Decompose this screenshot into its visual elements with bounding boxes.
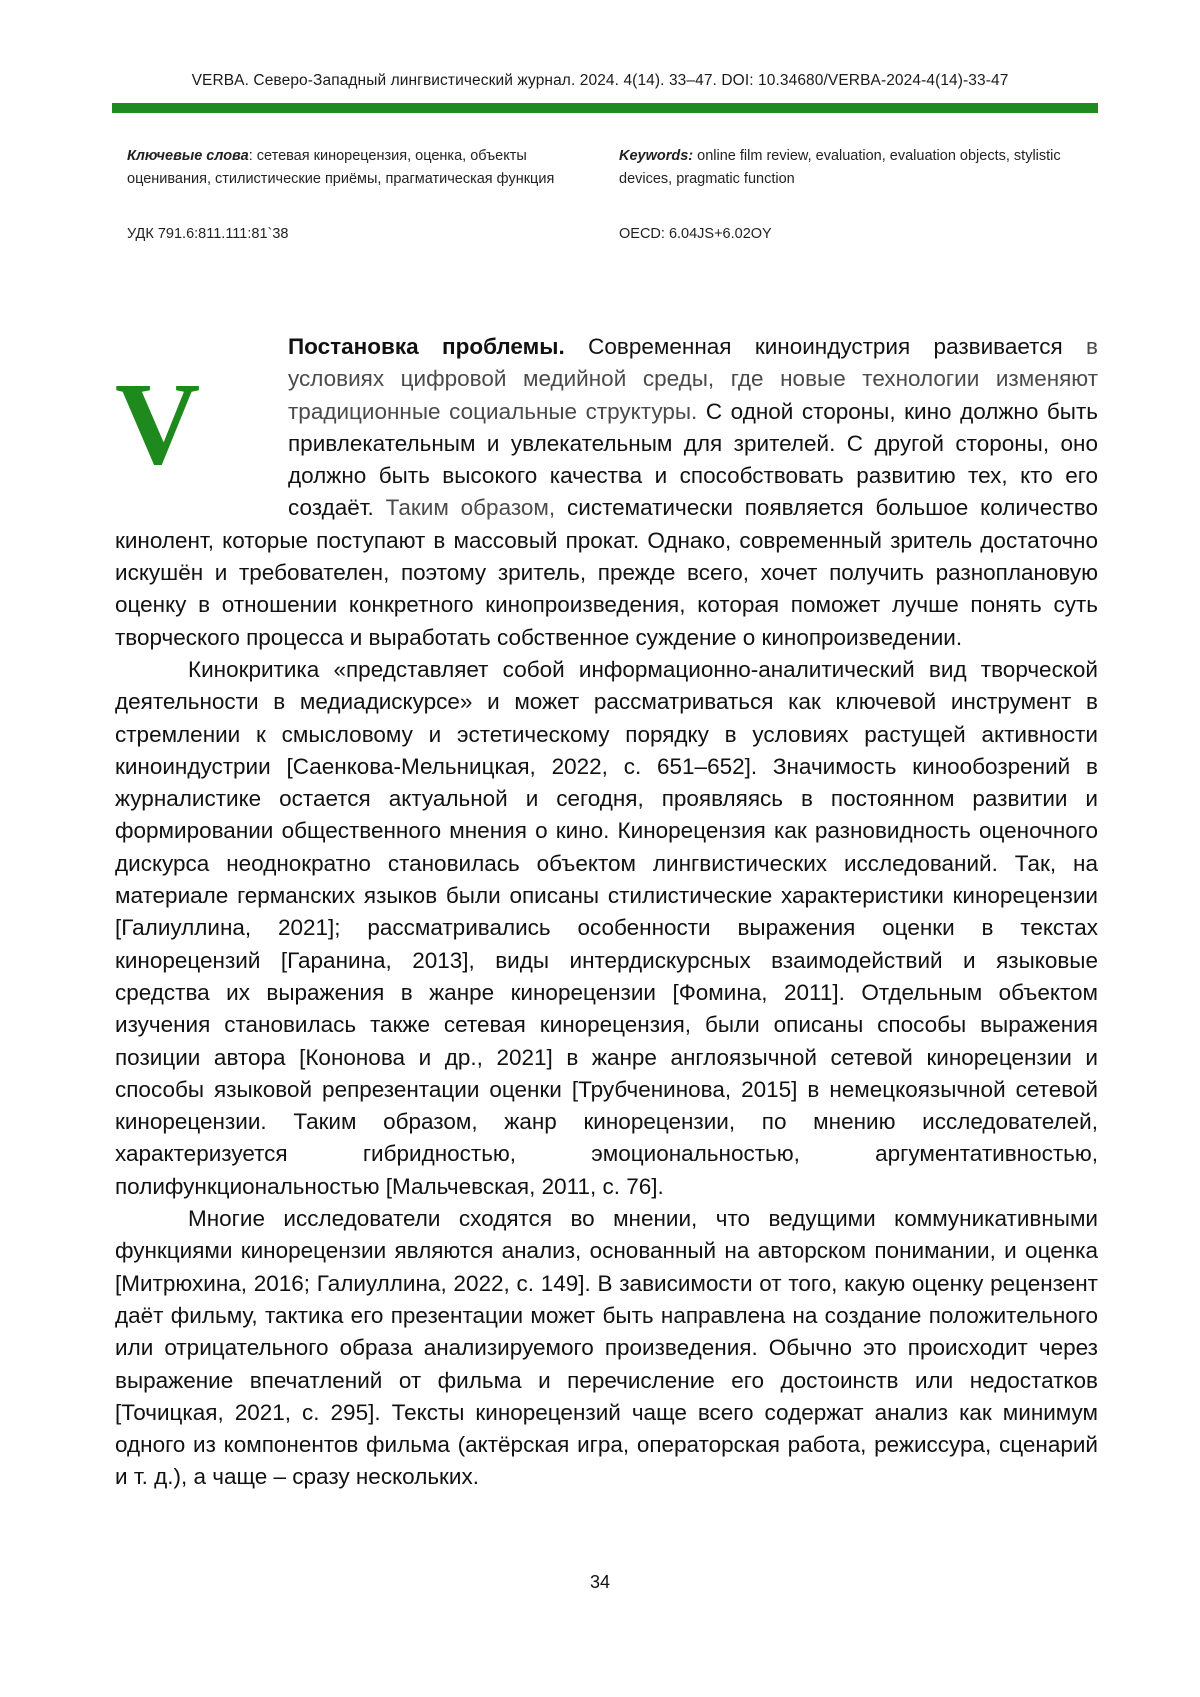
page-number: 34 <box>589 1572 611 1592</box>
paragraph-3: Многие исследователи сходятся во мнении, что ведущими коммуникативными функциями кинорецензии являются анализ, основанный на авторском понимании, и оценка [Митрюхина, 2016; Галиуллина, 2022, с. 149]. В зависимости от того, какую оценку рецензент даёт фильму, тактика его презентации может быть направлена на создание положительного или отрицательного образа анализируемого произведения. Обычно это происходит через выражение впечатлений от фильма и перечисление его достоинств или недостатков [Точицкая, 2021, с. 295]. Тексты кинорецензий чаще всего содержат анализ как минимум одного из компонентов фильма (актёрская игра, операторская работа, режиссура, сценарий и т. д.), а чаще – сразу нескольких. <box>115 1206 1098 1490</box>
section-heading: Постановка проблемы. <box>288 334 565 359</box>
paragraph-1-text-d: Таким образом, <box>385 495 556 521</box>
udk-code: УДК 791.6:811.111:81`38 <box>127 226 289 242</box>
keywords-en-text: online film review, evaluation, evaluation objects, stylistic devices, pragmatic function <box>619 148 1061 187</box>
keywords-ru-text: : сетевая кинорецензия, оценка, объекты оценивания, стилистические приёмы, прагматическая функция <box>127 148 555 187</box>
paragraph-2: Кинокритика «представляет собой информационно-аналитический вид творческой деятельности в медиадискурсе» и может рассматриваться как ключевой инструмент в стремлении к смысловому и эстетическому порядку в условиях растущей активности киноиндустрии [Саенкова-Мельницкая, 2022, с. 651–652]. Значимость кинообозрений в журналистике остается актуальной и сегодня, проявляясь в постоянном развитии и формировании общественного мнения о кино. Кинорецензия как разновидность оценочного дискурса неоднократно становилась объектом лингвистических исследований. Так, на материале германских языков были описаны стилистические характеристики кинорецензии [Галиуллина, 2021]; рассматривались особенности выражения оценки в текстах кинорецензий [Гаранина, 2013], виды интердискурсных взаимодействий и языковые средства их выражения в жанре кинорецензии [Фомина, 2011]. Отдельным объектом изучения становилась также сетевая кинорецензия, были описаны способы выражения позиции автора [Кононова и др., 2021] в жанре англоязычной сетевой кинорецензии и способы языковой репрезентации оценки [Трубченинова, 2015] в немецкоязычной сетевой кинорецензии. Таким образом, жанр кинорецензии, по мнению исследователей, характеризуется гибридностью, эмоциональностью, аргументативностью, полифункциональностью [Мальчевская, 2011, с. 76]. <box>115 656 1098 1199</box>
keywords-russian <box>127 145 602 191</box>
article-body <box>115 331 1098 1494</box>
drop-cap-letter: V <box>115 358 201 489</box>
oecd-code: OECD: 6.04JS+6.02OY <box>619 226 772 242</box>
paragraph-1-text-c: С одной стороны, кино должно быть привлекательным и увлекательным для зрителей. С другой стороны, оно должно быть высокого качества и способствовать развитию тех, кто его создаёт. <box>288 398 1098 521</box>
header-divider <box>112 103 1098 113</box>
keywords-ru-label: Ключевые слова <box>127 148 249 164</box>
paragraph-1-text-b: в условиях цифровой медийной среды, где новые технологии изменяют традиционные социальные структуры. <box>288 334 1098 424</box>
paragraph-1-text-a: Современная киноиндустрия развивается <box>564 334 1087 359</box>
keywords-en-label: Keywords: <box>619 148 694 164</box>
keywords-english <box>619 145 1089 191</box>
paragraph-1-text-e: систематически появляется большое количество кинолент, которые поступают в массовый прокат. Однако, современный зритель достаточно искушён и требователен, поэтому зритель, прежде всего, хочет получить разноплановую оценку в отношении конкретного кинопроизведения, которая поможет лучше понять суть творческого процесса и выработать собственное суждение о кинопроизведении. <box>115 495 1099 650</box>
running-header: VERBA. Северо-Западный лингвистический журнал. 2024. 4(14). 33–47. DOI: 10.34680/VERBA-2024-4(14)-33-47 <box>191 72 1009 89</box>
paragraph-1 <box>115 331 1098 654</box>
